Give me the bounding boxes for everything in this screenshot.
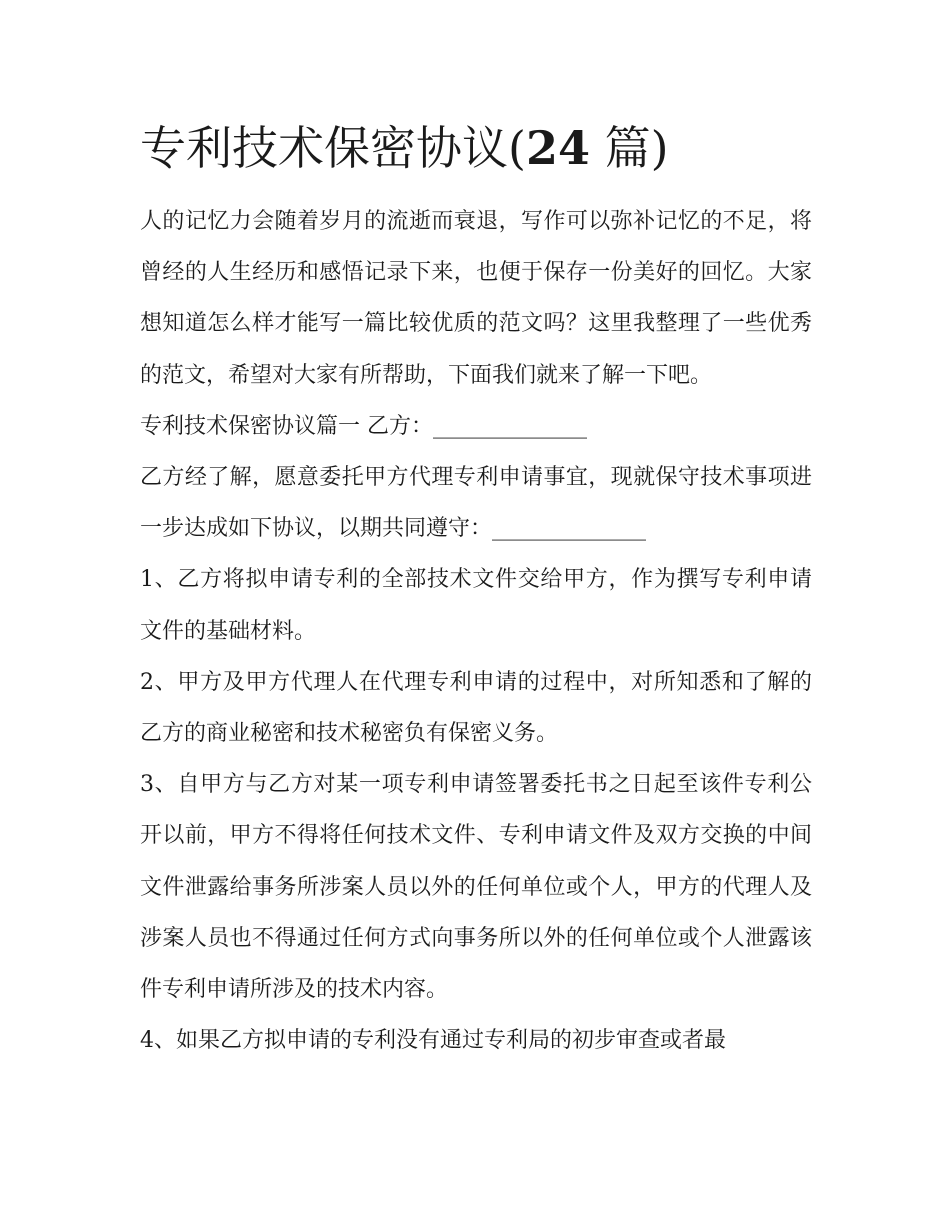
title-text: 专利技术保密协议( — [140, 121, 526, 175]
document-body — [140, 196, 812, 1066]
clause-2: 2、甲方及甲方代理人在代理专利申请的过程中，对所知悉和了解的乙方的商业秘密和技术秘密负有保密义务。 — [140, 669, 812, 747]
title-tail: 篇) — [589, 121, 669, 175]
document-title — [140, 112, 840, 184]
clause-1: 1、乙方将拟申请专利的全部技术文件交给甲方，作为撰写专利申请文件的基础材料。 — [140, 567, 812, 644]
clause-3: 3、自甲方与乙方对某一项专利申请签署委托书之日起至该件专利公开以前，甲方不得将任何技术文件、专利申请文件及双方交换的中间文件泄露给事务所涉案人员以外的任何单位或个人，甲方的代理人及涉案人员也不得通过任何方式向事务所以外的任何单位或个人泄露该件专利申请所涉及的技术内容。 — [140, 772, 812, 1003]
clause-4: 4、如果乙方拟申请的专利没有通过专利局的初步审查或者最 — [140, 1028, 726, 1054]
intro-paragraph: 人的记忆力会随着岁月的流逝而衰退，写作可以弥补记忆的不足，将曾经的人生经历和感悟记录下来，也便于保存一份美好的回忆。大家想知道怎么样才能写一篇比较优质的范文吗？这里我整理了一些优秀的范文，希望对大家有所帮助，下面我们就来了解一下吧。 — [140, 209, 812, 388]
title-count: 24 — [525, 121, 590, 175]
agreement-preamble: 乙方经了解，愿意委托甲方代理专利申请事宜，现就保守技术事项进一步达成如下协议，以期共同遵守：______________ — [140, 465, 812, 542]
section-heading-party-b: 专利技术保密协议篇一 乙方：______________ — [140, 413, 587, 439]
